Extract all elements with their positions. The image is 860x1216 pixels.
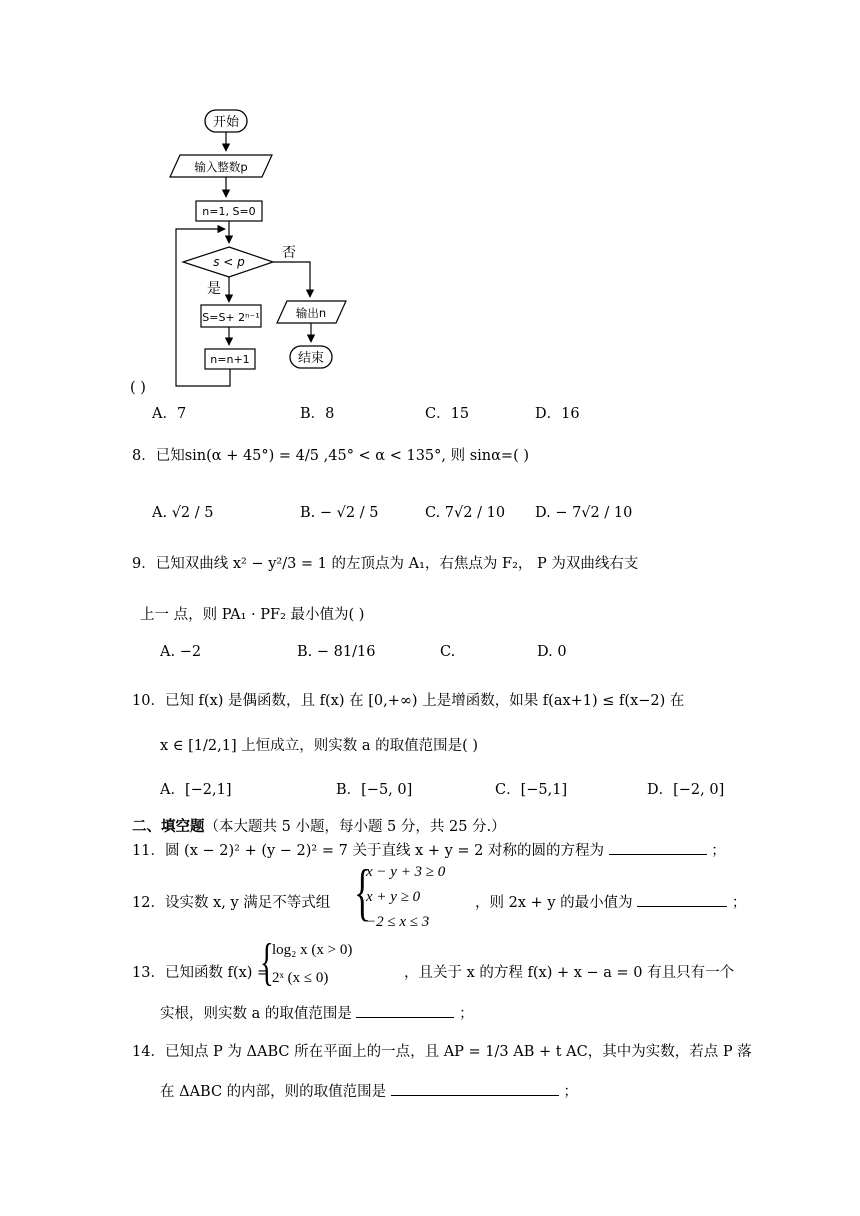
q9-stem-line1: 9．已知双曲线 x² − y²/3 = 1 的左顶点为 A₁，右焦点为 F₂， P 为双曲线右支	[132, 556, 639, 572]
q9-option-b: B. − 81/16	[297, 644, 376, 660]
q13-brace: {	[260, 934, 274, 991]
q8-option-a: A. √2 / 5	[152, 505, 214, 521]
section2-heading	[132, 815, 506, 836]
q8-option-c: C. 7√2 / 10	[425, 505, 506, 521]
flow-start-label: 开始	[212, 115, 240, 130]
q13-line2: 实根，则实数 a 的取值范围是	[160, 1006, 352, 1022]
q13-suffix: ，且关于 x 的方程 f(x) + x − a = 0 有且只有一个	[404, 965, 735, 981]
q10-option-c: C．[−5,1]	[495, 782, 568, 798]
q11-answer-blank[interactable]	[609, 840, 707, 855]
q12-prefix: 12．设实数 x, y 满足不等式组	[132, 895, 331, 911]
q11-text: 11．圆 (x − 2)² + (y − 2)² = 7 关于直线 x + y = 2 对称的圆的方程为	[132, 843, 604, 859]
q10-stem-line2: x ∈ [1/2,1] 上恒成立，则实数 a 的取值范围是( )	[160, 738, 479, 754]
q12-suffix-wrap	[475, 891, 746, 912]
flow-output-label: 输出n	[295, 306, 327, 320]
q7-option-b: B．8	[300, 406, 335, 422]
q13-case-2: 2ˣ (x ≤ 0)	[272, 970, 329, 986]
q14-line2-wrap	[160, 1080, 578, 1101]
q9-option-a: A. −2	[160, 644, 202, 660]
q12-sys-1: x − y + 3 ≥ 0	[366, 864, 446, 880]
q12-end: ；	[731, 895, 747, 911]
q10-option-d: D．[−2, 0]	[647, 782, 725, 798]
flow-update-s-label: S=S+ 2ⁿ⁻¹	[202, 311, 260, 324]
q13-end: ；	[459, 1006, 474, 1022]
q7-option-a: A．7	[152, 406, 187, 422]
flow-update-n-label: n=n+1	[210, 353, 250, 366]
q14-line2: 在 ΔABC 的内部，则的取值范围是	[160, 1084, 387, 1100]
flow-decision-label: s < p	[213, 255, 245, 269]
q8-stem: 8．已知sin(α + 45°) = 4/5 ,45° < α < 135°, 则 sinα=( )	[132, 448, 530, 464]
flow-yes-label: 是	[207, 281, 221, 297]
flowchart	[160, 100, 380, 400]
q12-sys-3: −2 ≤ x ≤ 3	[366, 914, 430, 930]
q7-option-c: C．15	[425, 406, 470, 422]
q13-answer-blank[interactable]	[356, 1003, 454, 1018]
q14-answer-blank[interactable]	[391, 1081, 559, 1096]
q12-brace: {	[354, 856, 371, 927]
q13-line2-wrap	[160, 1002, 474, 1023]
q12-sys-2: x + y ≥ 0	[366, 889, 421, 905]
q9-option-d: D. 0	[537, 644, 567, 660]
q13-case-1: log₂ x (x > 0)	[272, 942, 353, 958]
q14-end: ；	[563, 1084, 578, 1100]
q11-end: ；	[711, 843, 726, 859]
section2-note: （本大题共 5 小题，每小题 5 分，共 25 分.）	[204, 819, 506, 835]
q7-bracket: ( )	[130, 380, 146, 396]
q11-stem	[132, 839, 726, 860]
q9-option-c: C.	[440, 644, 456, 660]
q7-option-d: D．16	[535, 406, 580, 422]
q8-option-b: B. − √2 / 5	[300, 505, 379, 521]
flow-input-label: 输入整数p	[194, 160, 248, 174]
section2-title: 二、填空题	[132, 818, 205, 835]
q12-answer-blank[interactable]	[637, 892, 727, 907]
q10-option-a: A．[−2,1]	[160, 782, 232, 798]
q12-suffix: ，则 2x + y 的最小值为	[475, 895, 633, 911]
q13-prefix: 13．已知函数 f(x) =	[132, 965, 270, 981]
flow-no-label: 否	[282, 245, 296, 261]
flow-init-label: n=1, S=0	[202, 205, 256, 218]
q14-stem-line1: 14．已知点 P 为 ΔABC 所在平面上的一点，且 AP = 1/3 AB + t AC，其中为实数，若点 P 落	[132, 1044, 752, 1060]
flow-end-label: 结束	[297, 351, 325, 366]
q10-stem-line1: 10．已知 f(x) 是偶函数，且 f(x) 在 [0,+∞) 上是增函数，如果 f(ax+1) ≤ f(x−2) 在	[132, 693, 685, 709]
q8-option-d: D. − 7√2 / 10	[535, 505, 633, 521]
q9-stem-line2: 上一 点，则 PA₁ · PF₂ 最小值为( )	[140, 607, 365, 623]
q10-option-b: B．[−5, 0]	[336, 782, 413, 798]
